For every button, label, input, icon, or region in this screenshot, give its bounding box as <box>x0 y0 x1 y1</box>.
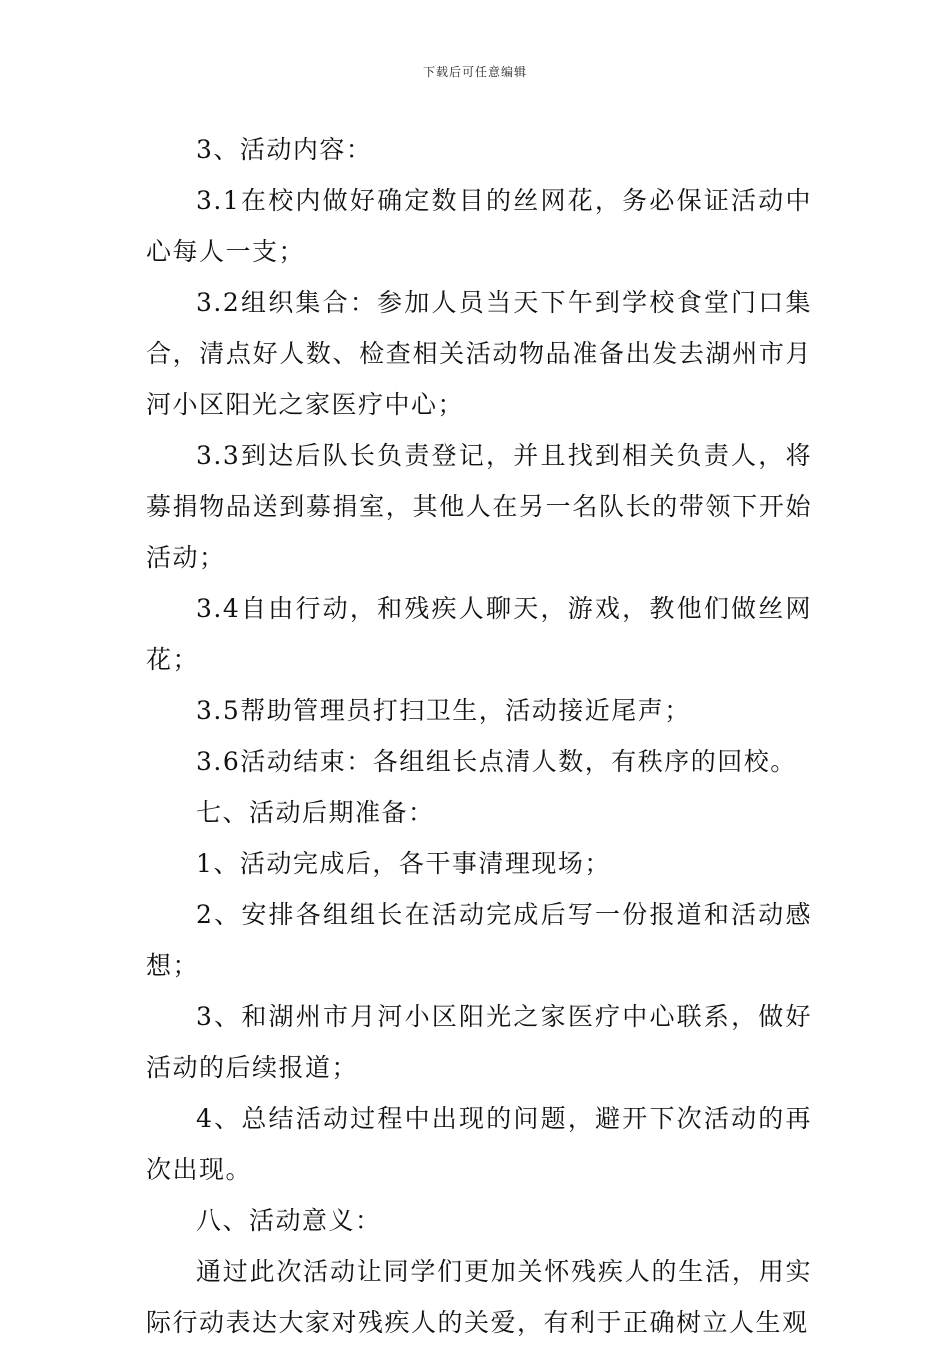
paragraph-item-3-3: 3.3到达后队长负责登记，并且找到相关负责人，将募捐物品送到募捐室，其他人在另一名队长的带领下开始活动； <box>146 441 812 572</box>
paragraph-significance: 通过此次活动让同学们更加关怀残疾人的生活，用实际行动表达大家对残疾人的关爱，有利于正确树立人生观 <box>146 1257 812 1337</box>
paragraph-item-3-2: 3.2组织集合：参加人员当天下午到学校食堂门口集合，清点好人数、检查相关活动物品准备出发去湖州市月河小区阳光之家医疗中心； <box>146 288 812 419</box>
paragraph-item-3-1: 3.1在校内做好确定数目的丝网花，务必保证活动中心每人一支； <box>146 186 812 266</box>
paragraph-item-3-6: 3.6活动结束：各组组长点清人数，有秩序的回校。 <box>196 747 797 776</box>
paragraph-item-3-5: 3.5帮助管理员打扫卫生，活动接近尾声； <box>196 696 691 725</box>
paragraph-followup-1: 1、活动完成后，各干事清理现场； <box>196 849 611 878</box>
section-heading-significance: 八、活动意义： <box>196 1206 382 1235</box>
paragraph-followup-4: 4、总结活动过程中出现的问题，避开下次活动的再次出现。 <box>146 1104 812 1184</box>
paragraph-followup-3: 3、和湖州市月河小区阳光之家医疗中心联系，做好活动的后续报道； <box>146 1002 812 1082</box>
document-body <box>146 124 812 1348</box>
section-heading-followup: 七、活动后期准备： <box>196 798 435 827</box>
paragraph-followup-2: 2、安排各组组长在活动完成后写一份报道和活动感想； <box>146 900 812 980</box>
page-header-note: 下载后可任意编辑 <box>422 65 527 79</box>
paragraph-item-3-4: 3.4自由行动，和残疾人聊天，游戏，教他们做丝网花； <box>146 594 812 674</box>
paragraph-activity-content-heading: 3、活动内容： <box>196 135 373 164</box>
